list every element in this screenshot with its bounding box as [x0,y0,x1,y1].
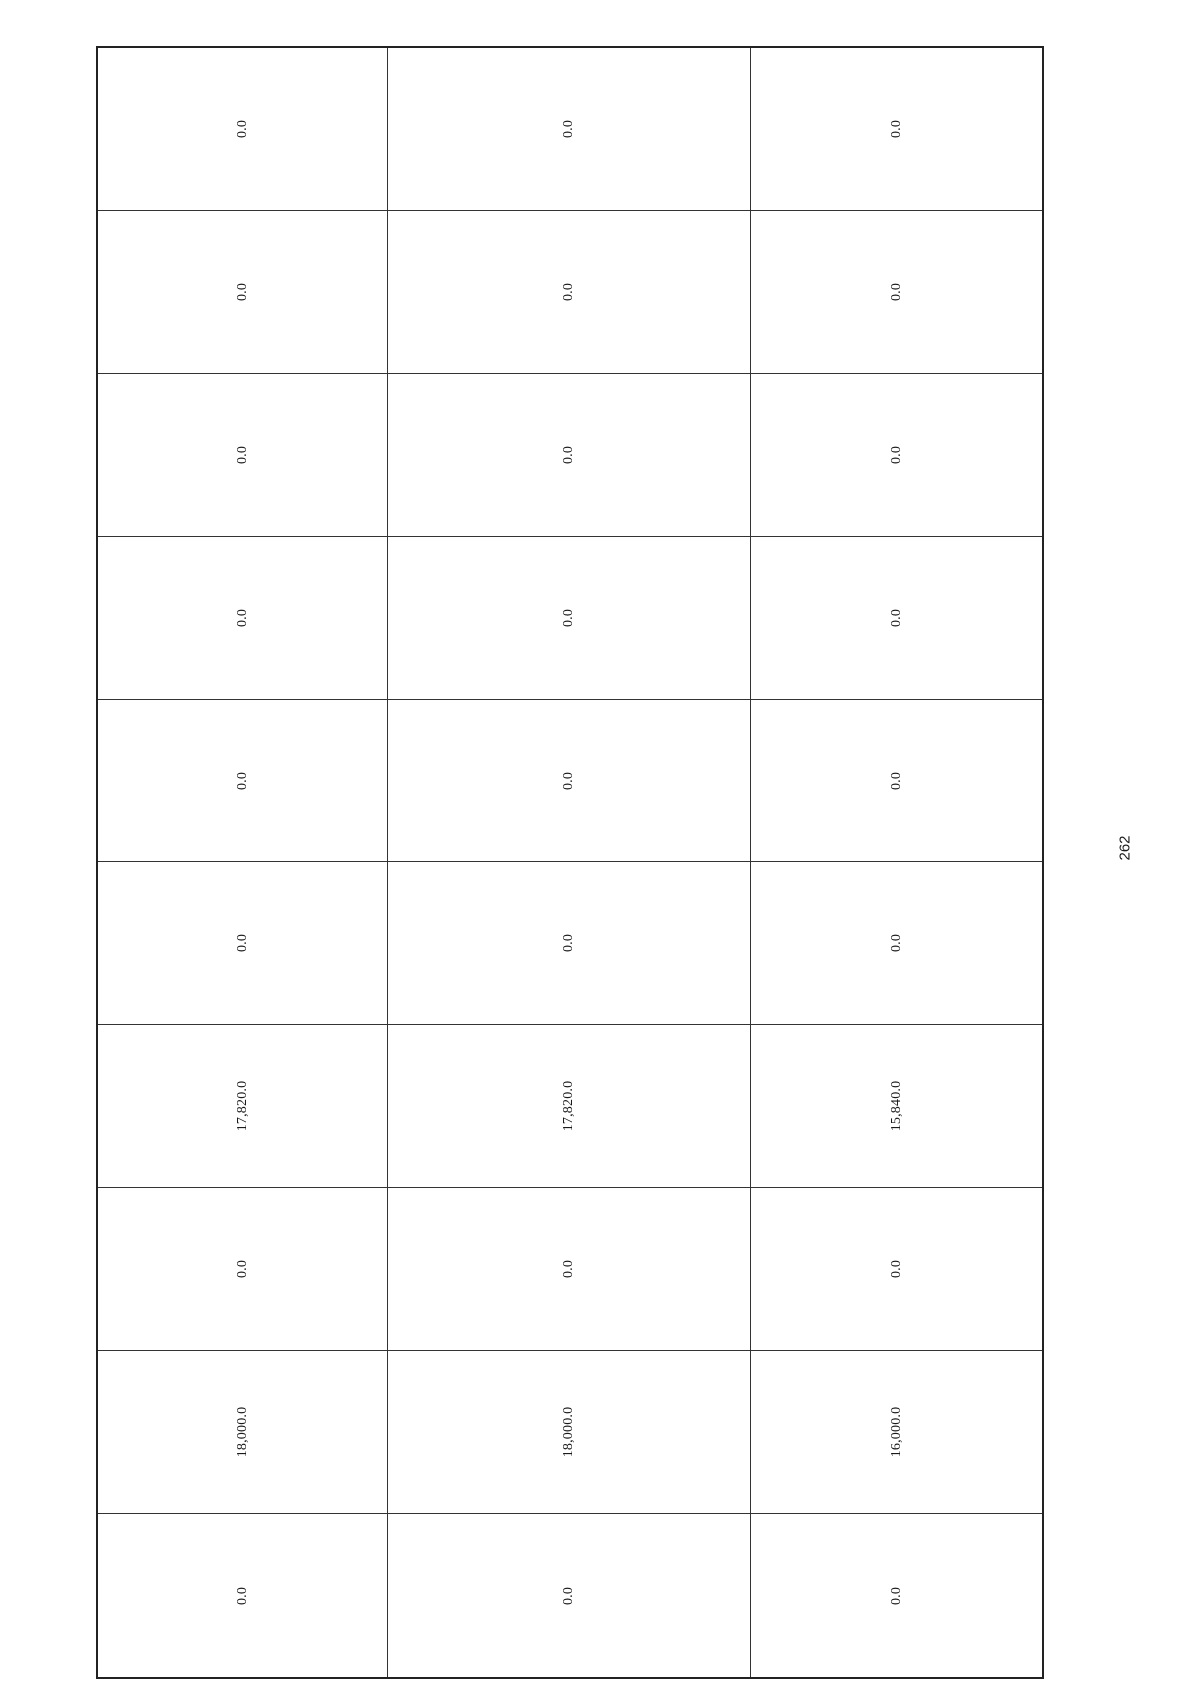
cell-value: 0.0 [888,1586,904,1605]
cell-value: 0.0 [888,445,904,464]
cell-value: 15,840.0 [888,1081,904,1132]
table-cell [98,211,388,374]
cell-value: 0.0 [561,119,576,138]
table-cell [751,1351,1042,1514]
table-cell [98,1188,388,1351]
cell-value: 0.0 [561,1586,576,1605]
cell-value: 0.0 [234,1260,250,1279]
cell-value: 0.0 [234,119,250,138]
table-cell [98,48,388,211]
cell-value: 0.0 [561,934,576,953]
cell-value: 18,000.0 [561,1406,576,1458]
page-number: 262 [1116,835,1134,861]
cell-value: 0.0 [561,771,576,790]
cell-value: 0.0 [888,771,904,790]
table-cell [388,537,751,700]
cell-value: 0.0 [888,934,904,953]
table-cell [751,1514,1042,1677]
table-cell [751,1025,1042,1188]
table-cell [751,48,1042,211]
cell-value: 16,000.0 [888,1406,904,1458]
cell-value: 0.0 [561,608,576,627]
cell-value: 0.0 [888,608,904,627]
cell-value: 0.0 [561,445,576,464]
table-cell [98,700,388,863]
table-cell [751,211,1042,374]
cell-value: 0.0 [561,1260,576,1279]
table-cell [98,1514,388,1677]
table-cell [388,1025,751,1188]
table-cell [751,374,1042,537]
table-cell [751,1188,1042,1351]
table-cell [388,1188,751,1351]
cell-value: 0.0 [234,608,250,627]
table-cell [388,374,751,537]
cell-value: 0.0 [234,771,250,790]
table-cell [388,48,751,211]
table-cell [751,537,1042,700]
cell-value: 0.0 [234,934,250,953]
table-cell [751,862,1042,1025]
table-cell [388,1514,751,1677]
cell-value: 0.0 [234,1586,250,1605]
data-table [96,46,1044,1679]
cell-value: 0.0 [561,282,576,301]
table-cell [98,862,388,1025]
cell-value: 17,820.0 [561,1081,576,1132]
cell-value: 17,820.0 [234,1081,250,1132]
table-cell [98,1025,388,1188]
table-cell [751,700,1042,863]
cell-value: 0.0 [888,1260,904,1279]
table-cell [98,374,388,537]
table-cell [388,211,751,374]
table-cell [388,1351,751,1514]
table-cell [98,537,388,700]
table-cell [388,700,751,863]
cell-value: 0.0 [888,119,904,138]
cell-value: 0.0 [234,445,250,464]
cell-value: 0.0 [888,282,904,301]
cell-value: 0.0 [234,282,250,301]
cell-value: 18,000.0 [234,1406,250,1458]
table-cell [98,1351,388,1514]
table-cell [388,862,751,1025]
